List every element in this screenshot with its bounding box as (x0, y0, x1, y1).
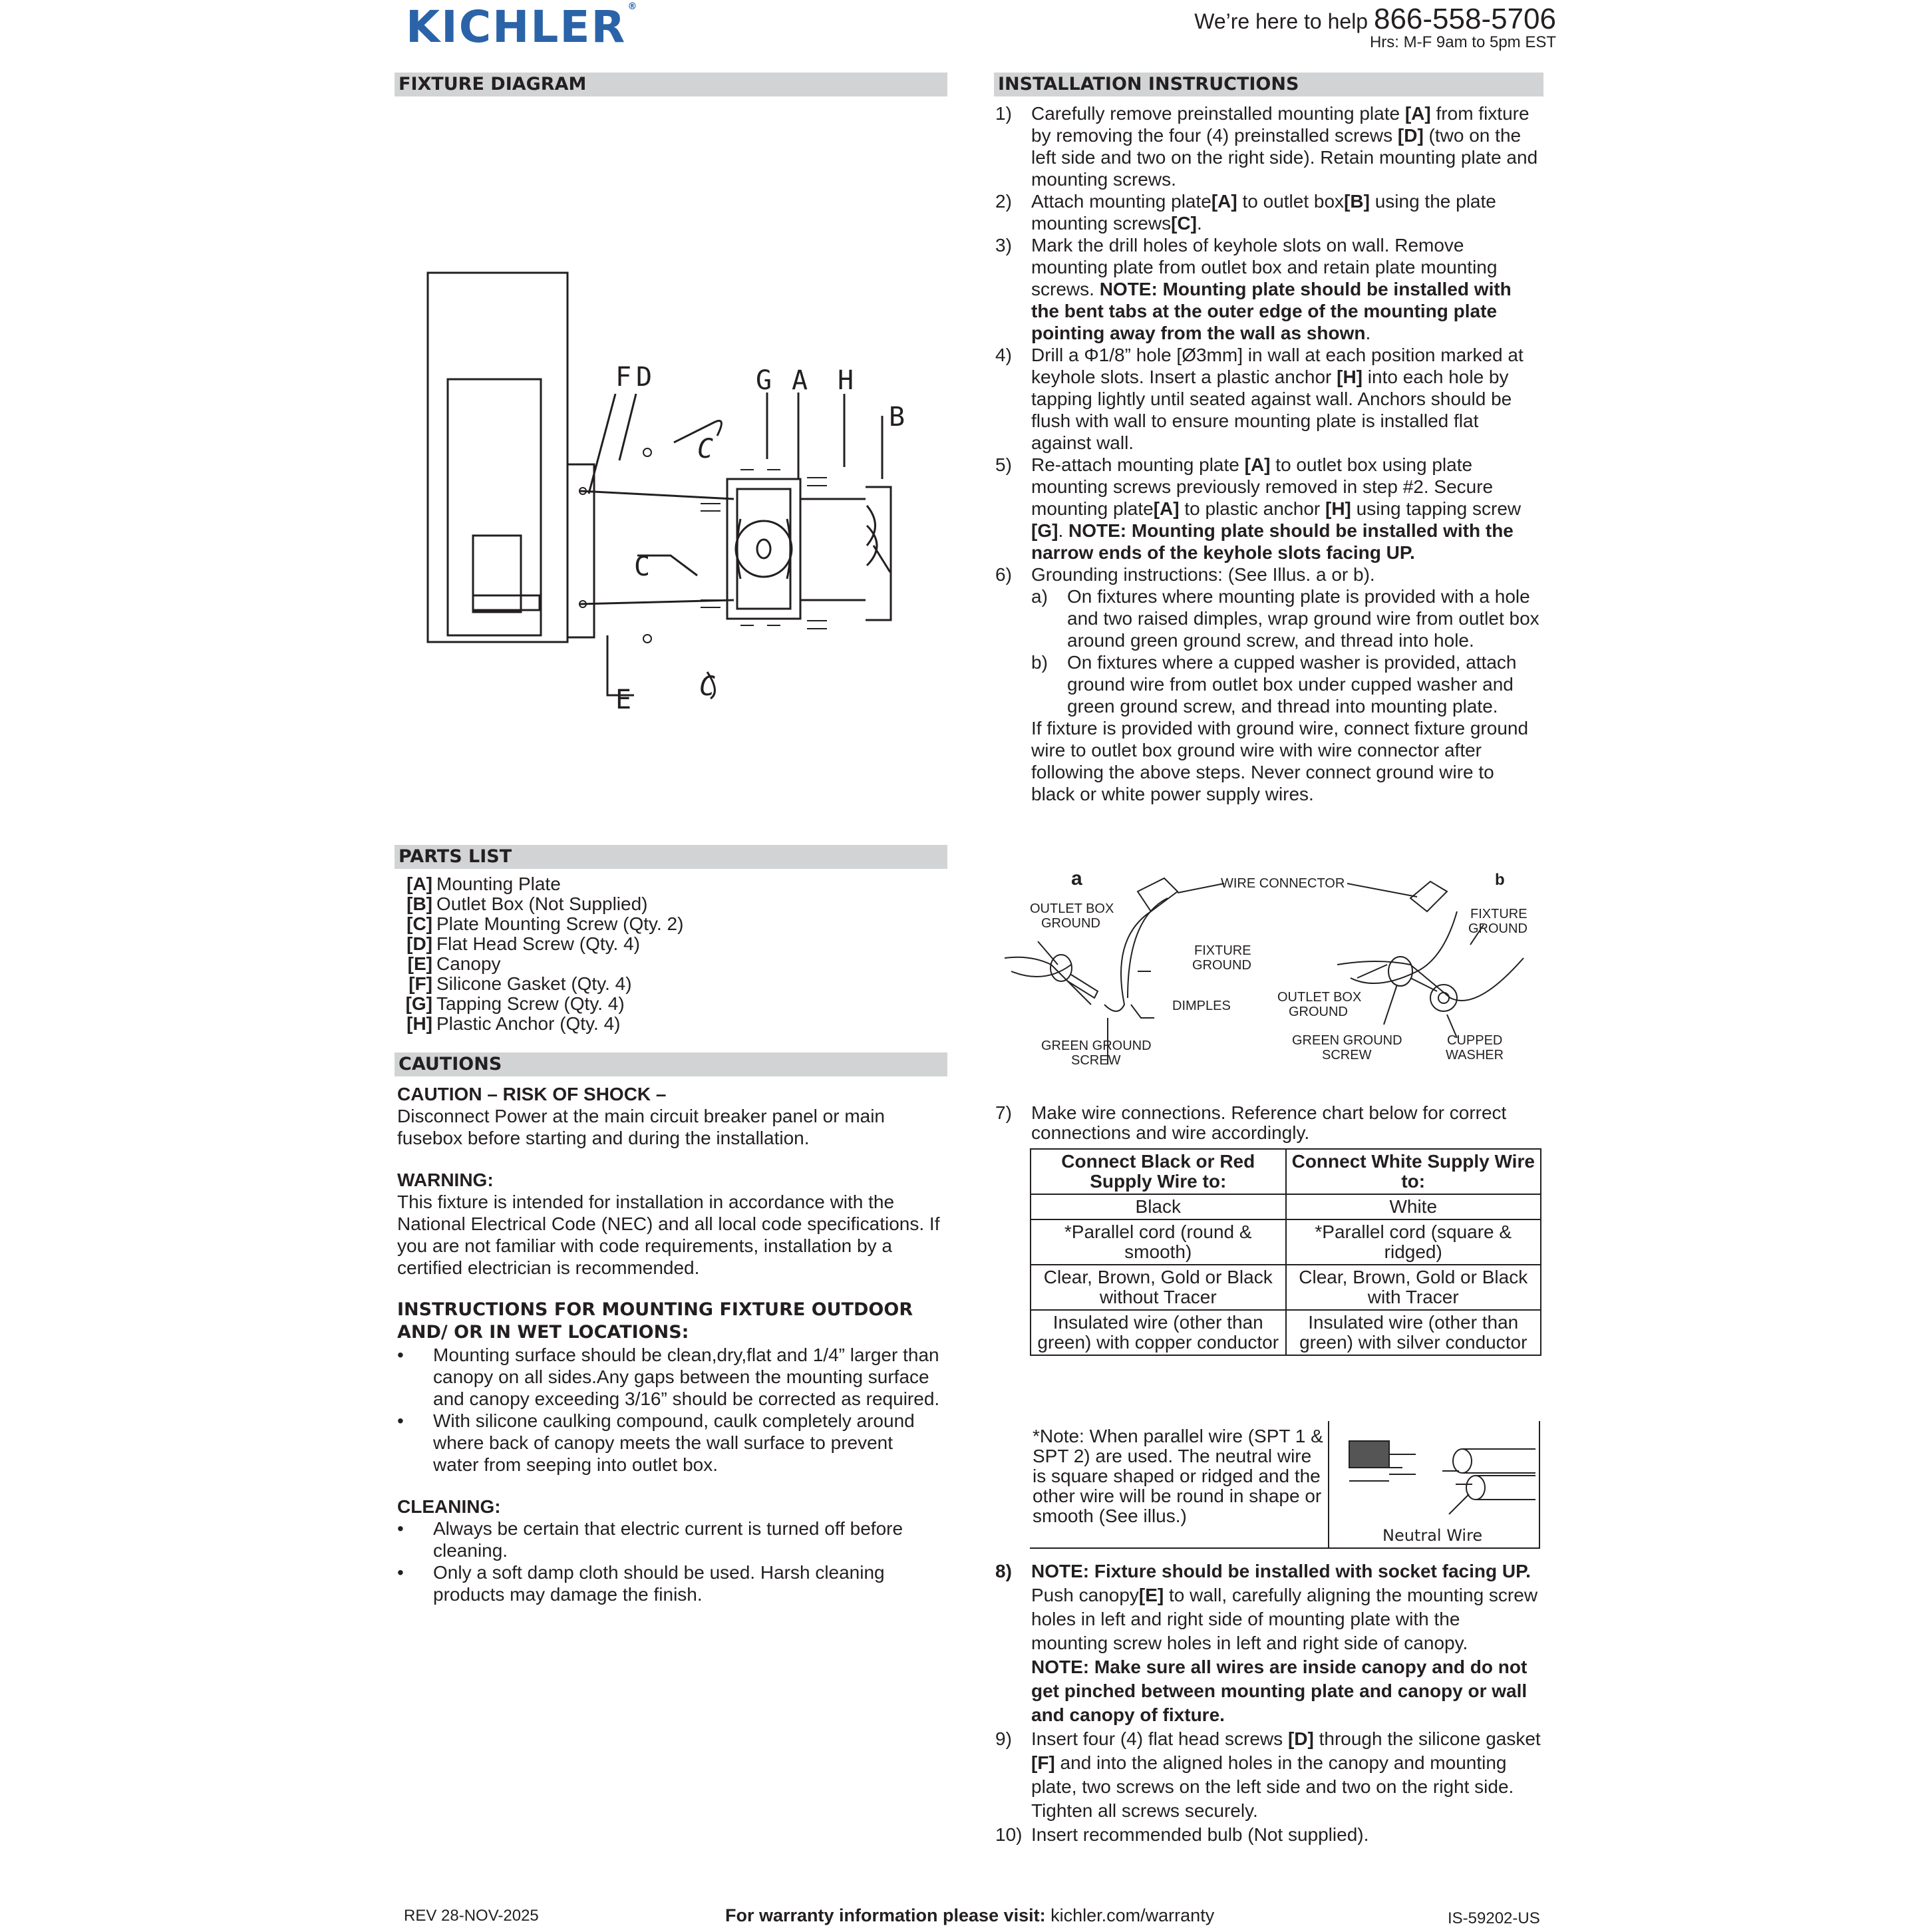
label-C-rotate-top: C (697, 434, 714, 464)
table-row: Black White (1031, 1194, 1541, 1219)
label-A: A (792, 365, 808, 396)
cleaning-item: • Only a soft damp cloth should be used. Harsh cleaning products may damage the finish. (397, 1562, 885, 1605)
installation-steps-8-10 (995, 1559, 1541, 1847)
kichler-logo: KICHLER ® (406, 1, 639, 53)
part-item: [D] Flat Head Screw (Qty. 4) (406, 933, 641, 954)
step-10: 10) Insert recommended bulb (Not supplied). (995, 1824, 1369, 1845)
cleaning-item: • Always be certain that electric current is turned off before cleaning. (397, 1518, 903, 1561)
step-2: 2) Attach mounting plate[A] to outlet box[B] using the plate mounting screws[C]. (995, 191, 1496, 234)
help-text: We’re here to help (1194, 9, 1368, 33)
label-G: G (756, 365, 772, 396)
green-ground-screw-b-1: GREEN GROUND (1292, 1033, 1402, 1048)
cupped-washer-1: CUPPED (1447, 1033, 1503, 1048)
fixture-ground-b-2: GROUND (1468, 921, 1528, 936)
label-B: B (889, 402, 905, 432)
outlet-box-ground-a-2: GROUND (1041, 916, 1100, 931)
table-row: *Parallel cord (round & smooth) *Parallel cord (square & ridged) (1031, 1219, 1541, 1265)
label-E: E (615, 685, 632, 715)
parts-list (399, 874, 683, 1034)
green-ground-screw-a-1: GREEN GROUND (1041, 1039, 1152, 1053)
wire-connection-table (1030, 1148, 1541, 1356)
installation-heading: INSTALLATION INSTRUCTIONS (994, 73, 1543, 96)
shock-text: Disconnect Power at the main circuit breaker panel or main fusebox before starting and during the installation. (397, 1106, 886, 1148)
installation-steps-1-6 (995, 102, 1541, 805)
fixture-diagram-heading: FIXTURE DIAGRAM (395, 73, 947, 96)
cautions-body (397, 1083, 943, 1605)
neutral-wire-illustration (1328, 1421, 1540, 1547)
outlet-box-ground-a-1: OUTLET BOX (1030, 901, 1114, 916)
table-header: Connect Black or Red Supply Wire to: (1031, 1149, 1286, 1194)
phone-number[interactable]: 866-558-5706 (1373, 3, 1556, 35)
table-row: Insulated wire (other than green) with copper conductor Insulated wire (other than green) with silver conductor (1031, 1310, 1541, 1355)
step-6-tail: If fixture is provided with ground wire, connect fixture ground wire to outlet box ground wire with wire connector after following the above steps. Never connect ground wire to black or white power supply wires. (1031, 718, 1529, 804)
cautions-heading: CAUTIONS (395, 1052, 947, 1076)
fixture-diagram (395, 106, 967, 838)
illus-b-label: b (1495, 871, 1505, 889)
outdoor-item: • Mounting surface should be clean,dry,flat and 1/4” larger than canopy on all sides.Any gaps between the mounting surface and canopy exceeding 3/16” should be corrected as required. (397, 1345, 940, 1409)
table-header: Connect White Supply Wire to: (1286, 1149, 1541, 1194)
part-item: [B] Outlet Box (Not Supplied) (406, 893, 648, 914)
parallel-wire-icon (1329, 1421, 1540, 1521)
illus-a-label: a (1071, 868, 1082, 889)
green-ground-screw-a-2: SCREW (1071, 1053, 1121, 1068)
fixture-ground-a-2: GROUND (1192, 958, 1251, 973)
step-6a: a) On fixtures where mounting plate is provided with a hole and two raised dimples, wrap ground wire from outlet box around green ground screw, and thread into hole. (1031, 586, 1539, 651)
label-F: F (615, 362, 632, 393)
shock-title: CAUTION – RISK OF SHOCK – (397, 1084, 667, 1104)
revision-date: REV 28-NOV-2025 (404, 1907, 539, 1925)
outdoor-title: INSTRUCTIONS FOR MOUNTING FIXTURE OUTDOOR AND/ OR IN WET LOCATIONS: (397, 1299, 913, 1343)
outlet-box-ground-b-2: GROUND (1289, 1005, 1348, 1019)
step-8: 8) NOTE: Fixture should be installed with socket facing UP. Push canopy[E] to wall, carefully aligning the mounting screw holes in left and right side of mounting plate with the mounting screw holes in left and right side of canopy. NOTE: Make sure all wires are inside canopy and do not get pinched between mounting plate and canopy or wall and canopy of fixture. (995, 1561, 1538, 1725)
label-D: D (636, 362, 653, 393)
grounding-illustration (1005, 865, 1543, 1078)
step-4: 4) Drill a Φ1/8” hole [Ø3mm] in wall at each position marked at keyhole slots. Insert a plastic anchor [H] into each hole by tapping lightly until seated against wall. Anchors should be flush with wall to ensure mounting plate is installed flat against wall. (995, 345, 1524, 453)
green-ground-screw-b-2: SCREW (1322, 1048, 1372, 1062)
wire-note: *Note: When parallel wire (SPT 1 & SPT 2) are used. The neutral wire is square shaped or ridged and the other wire will be round in shape or smooth (See illus.) (1033, 1426, 1323, 1526)
step-7: 7) Make wire connections. Reference chart below for correct connections and wire accordingly. (995, 1102, 1507, 1143)
help-contact (1194, 3, 1556, 52)
part-item: [F] Silicone Gasket (Qty. 4) (408, 973, 632, 994)
label-C-rotate-bottom: C (699, 671, 716, 702)
table-row: Clear, Brown, Gold or Black without Tracer Clear, Brown, Gold or Black with Tracer (1031, 1265, 1541, 1310)
label-C: C (634, 552, 651, 582)
part-item: [E] Canopy (407, 953, 501, 974)
dimples-label: DIMPLES (1172, 999, 1231, 1013)
part-item: [A] Mounting Plate (406, 874, 561, 894)
fixture-ground-b-1: FIXTURE (1470, 907, 1528, 921)
step-3: 3) Mark the drill holes of keyhole slots on wall. Remove mounting plate from outlet box and retain plate mounting screws. NOTE: Mounting plate should be installed with the bent tabs at the outer edge of the mounting plate pointing away from the wall as shown. (995, 235, 1512, 343)
step-6: 6) Grounding instructions: (See Illus. a or b). a) On fixtures where mounting plate is provided with a hole and two raised dimples, wrap ground wire from outlet box around green ground screw, and thread into hole. b) On fixtures where a cupped washer is provided, attach ground wire from outlet box under cupped washer and green ground screw, and thread into mounting plate. If fixture is provided with ground wire, connect fixture ground wire to outlet box ground wire with wire connector after following the above steps. Never connect ground wire to black or white power supply wires. (995, 564, 1541, 805)
warranty-info: For warranty information please visit: kichler.com/warranty (725, 1905, 1215, 1925)
document-id: IS-59202-US (1448, 1909, 1540, 1927)
fixture-ground-a-1: FIXTURE (1194, 943, 1251, 958)
warning-title: WARNING: (397, 1170, 494, 1190)
part-item: [H] Plastic Anchor (Qty. 4) (406, 1013, 621, 1034)
step-6b: b) On fixtures where a cupped washer is provided, attach ground wire from outlet box under cupped washer and green ground screw, and thread into mounting plate. (1031, 652, 1517, 717)
wire-note-box (1030, 1421, 1540, 1549)
wire-connector-label: WIRE CONNECTOR (1221, 876, 1345, 891)
part-item: [G] Tapping Screw (Qty. 4) (405, 993, 625, 1014)
cupped-washer-2: WASHER (1446, 1048, 1504, 1062)
step-5: 5) Re-attach mounting plate [A] to outlet box using plate mounting screws previously removed in step #2. Secure mounting plate[A] to plastic anchor [H] using tapping screw [G]. NOTE: Mounting plate should be installed with the narrow ends of the keyhole slots facing UP. (995, 454, 1522, 563)
label-H: H (838, 365, 854, 396)
neutral-wire-label: Neutral Wire (1382, 1526, 1483, 1545)
part-item: [C] Plate Mounting Screw (Qty. 2) (406, 913, 684, 934)
cleaning-title: CLEANING: (397, 1496, 501, 1517)
warranty-link[interactable]: kichler.com/warranty (1050, 1905, 1215, 1925)
hours-text: Hrs: M-F 9am to 5pm EST (1369, 33, 1556, 51)
outlet-box-ground-b-1: OUTLET BOX (1277, 990, 1362, 1005)
step-9: 9) Insert four (4) flat head screws [D] through the silicone gasket [F] and into the aligned holes in the canopy and mounting plate, two screws on the left side and two on the right side. Tighten all screws securely. (995, 1728, 1541, 1821)
parts-list-heading: PARTS LIST (395, 845, 947, 869)
outdoor-item: • With silicone caulking compound, caulk completely around where back of canopy meets the wall surface to prevent water from seeping into outlet box. (397, 1410, 915, 1475)
step-1: 1) Carefully remove preinstalled mounting plate [A] from fixture by removing the four (4) preinstalled screws [D] (two on the left side and two on the right side). Retain mounting plate and mounting screws. (995, 103, 1538, 190)
warning-text: This fixture is intended for installation in accordance with the National Electrical Code (NEC) and all local code specifications. If you are not familiar with code requirements, installation by a certified electrician is recommended. (397, 1192, 940, 1278)
